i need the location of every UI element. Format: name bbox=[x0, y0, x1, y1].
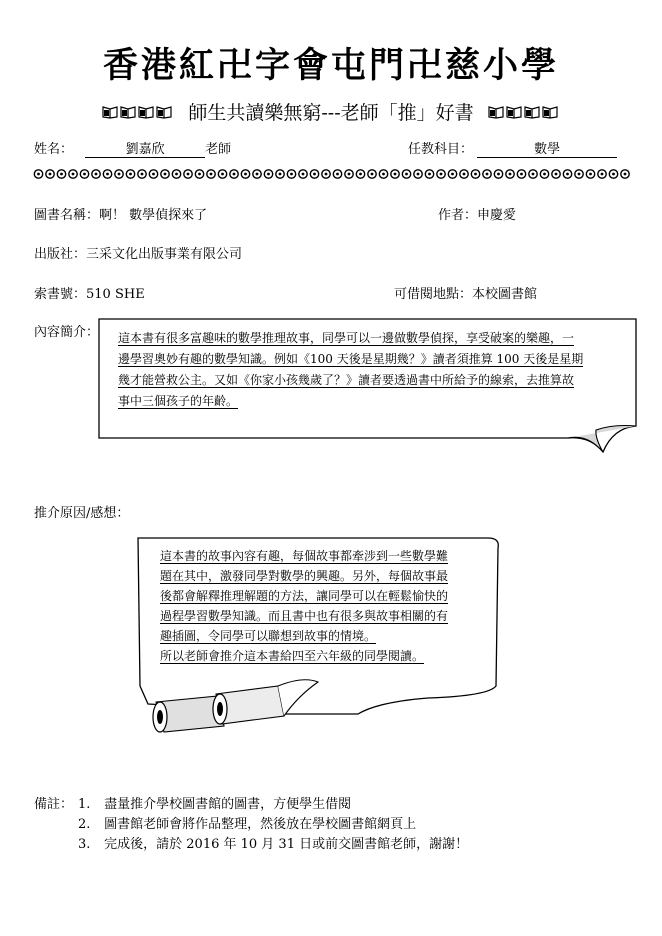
reason-line: 這本書的故事內容有趣，每個故事都牽涉到一些數學難 bbox=[160, 549, 449, 563]
summary-line: 事中三個孩子的年齡。 bbox=[118, 394, 239, 408]
name-field bbox=[34, 138, 231, 158]
book-title-value: 啊！ 數學偵探來了 bbox=[99, 208, 208, 223]
callno-field bbox=[34, 283, 145, 302]
publisher-label: 出版社： bbox=[34, 247, 87, 262]
author-value: 申慶愛 bbox=[477, 208, 517, 223]
location-field bbox=[394, 283, 537, 302]
name-suffix: 老師 bbox=[205, 142, 232, 157]
summary-line: 幾才能營救公主。又如《你家小孩幾歲了？》讀者要透過書中所給予的線索，去推算故 bbox=[118, 373, 575, 387]
note-item bbox=[78, 813, 416, 832]
name-value: 劉嘉欣 bbox=[85, 142, 205, 158]
school-title: 香港紅卍字會屯門卍慈小學 bbox=[102, 46, 559, 86]
book-title-field bbox=[34, 204, 207, 223]
summary-text bbox=[118, 328, 634, 412]
reason-label: 推介原因/感想： bbox=[34, 506, 130, 521]
author-field bbox=[438, 204, 516, 223]
summary-line: 這本書有很多富趣味的數學推理故事，同學可以一邊做數學偵探，享受破案的樂趣，一 bbox=[118, 331, 575, 345]
subtitle: 師生共讀樂無窮---老師「推」好書 bbox=[188, 102, 474, 124]
divider-pattern bbox=[33, 168, 631, 180]
subject-value: 數學 bbox=[477, 142, 617, 158]
note-text: 完成後，請於 2016 年 10 月 31 日或前交圖書館老師，謝謝！ bbox=[104, 837, 469, 852]
note-item bbox=[78, 793, 351, 812]
subject-label: 任教科目： bbox=[408, 142, 474, 157]
note-text: 盡量推介學校圖書館的圖書，方便學生借閱 bbox=[104, 797, 352, 812]
reason-line: 所以老師會推介這本書給四至六年級的同學閱讀。 bbox=[160, 649, 425, 663]
reason-line: 題在其中，激發同學對數學的興趣。另外，每個故事最 bbox=[160, 569, 449, 583]
note-number: 3. bbox=[78, 837, 91, 852]
book-title-label: 圖書名稱： bbox=[34, 208, 100, 223]
reason-line: 過程學習數學知識。而且書中也有很多與故事相關的有 bbox=[160, 609, 449, 623]
note-text: 圖書館老師會將作品整理，然後放在學校圖書館網頁上 bbox=[104, 817, 417, 832]
location-label: 可借閱地點： bbox=[394, 287, 473, 302]
location-value: 本校圖書館 bbox=[472, 287, 538, 302]
author-label: 作者： bbox=[438, 208, 478, 223]
notes-label: 備註： bbox=[34, 797, 74, 812]
callno-value: 510 SHE bbox=[86, 287, 145, 302]
decorative-divider bbox=[33, 168, 631, 183]
callno-label: 索書號： bbox=[34, 287, 87, 302]
reason-line: 後都會解釋推理解題的方法，讓同學可以在輕鬆愉快的 bbox=[160, 589, 449, 603]
subtitle-row bbox=[0, 98, 662, 125]
open-book-icon bbox=[488, 105, 560, 123]
reason-line: 趣插圖，令同學可以聯想到故事的情境。 bbox=[160, 629, 377, 643]
open-book-icon bbox=[102, 105, 174, 123]
publisher-field bbox=[34, 243, 242, 262]
note-number: 2. bbox=[78, 817, 91, 832]
reason-text bbox=[160, 546, 490, 666]
name-label: 姓名： bbox=[34, 142, 74, 157]
subject-field bbox=[408, 138, 617, 158]
note-number: 1. bbox=[78, 797, 91, 812]
summary-line: 邊學習奧妙有趣的數學知識。例如《100 天後是星期幾？》讀者須推算 100 天後是星期 bbox=[118, 352, 584, 366]
note-item bbox=[78, 833, 468, 852]
publisher-value: 三采文化出版事業有限公司 bbox=[86, 247, 243, 262]
summary-label: 內容簡介： bbox=[34, 325, 100, 340]
